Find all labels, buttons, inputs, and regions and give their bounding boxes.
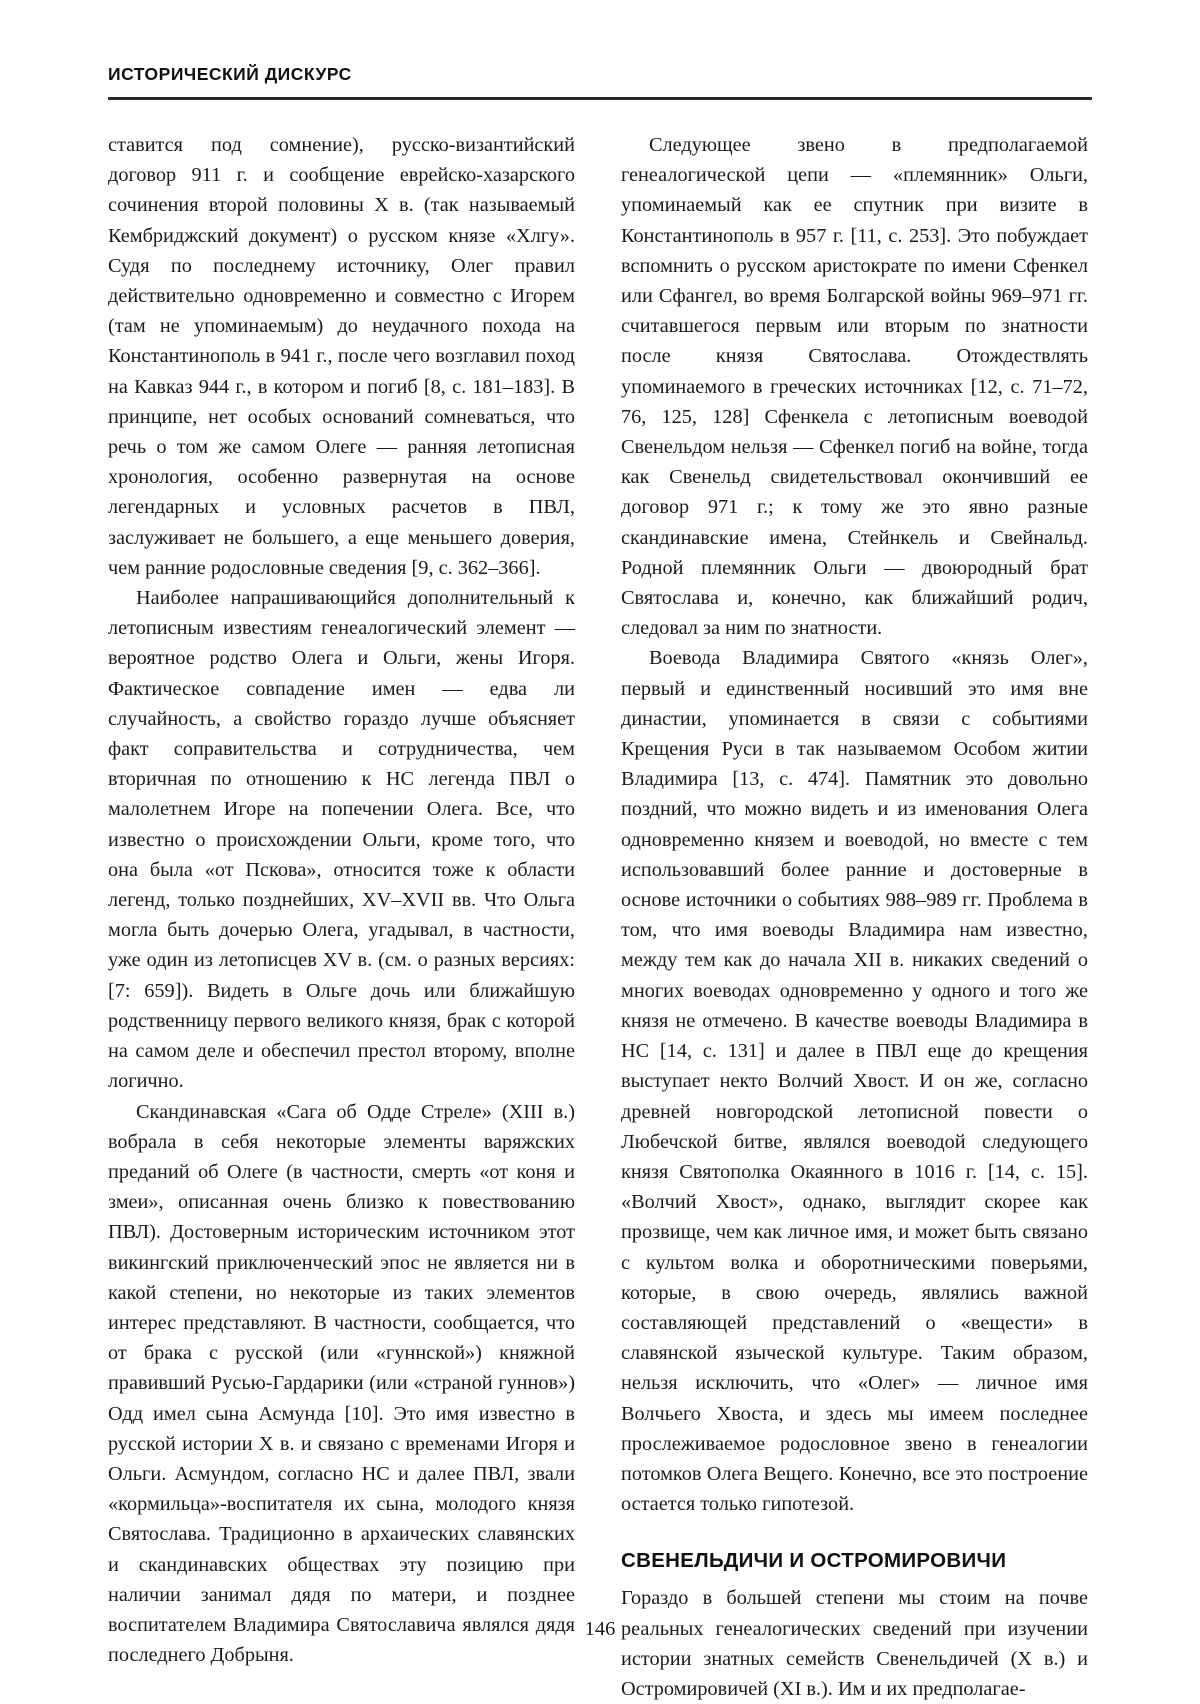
header-rule [108, 97, 1092, 100]
paragraph: ставится под сомнение), русско-византийский договор 911 г. и сообщение еврейско-хазарского сочинения второй половины X в. (так называемый Кембриджский документ) о русском князе «Хлгу». Судя по последнему источнику, Олег правил действительно одновременно и совместно с Игорем (там не упоминаемым) до неудачного похода на Константинополь в 941 г., после чего возглавил поход на Кавказ 944 г., в котором и погиб [8, с. 181–183]. В принципе, нет особых оснований сомневаться, что речь о том же самом Олеге — ранняя летописная хронология, особенно развернутая на основе легендарных и условных расчетов в ПВЛ, заслуживает не большего, а еще меньшего доверия, чем ранние родословные сведения [9, с. 362–366]. [108, 134, 575, 579]
paragraph: Следующее звено в предполагаемой генеалогической цепи — «племянник» Ольги, упоминаемый как ее спутник при визите в Константинополь в 957 г. [11, с. 253]. Это побуждает вспомнить о русском аристократе по имени Сфенкел или Сфангел, во время Болгарской войны 969–971 гг. считавшегося первым или вторым по знатности после князя Святослава. Отождествлять упоминаемого в греческих источниках [12, с. 71–72, 76, 125, 128] Сфенкела с летописным воеводой Свенельдом нельзя — Сфенкел погиб на войне, тогда как Свенельд свидетельствовал окончивший ее договор 971 г.; к тому же это явно разные скандинавские имена, Стейнкель и Свейнальд. Родной племянник Ольги — двоюродный брат Святослава и, конечно, как ближайший родич, следовал за ним по знатности. [621, 134, 1088, 640]
page-number: 146 [584, 1618, 616, 1640]
paragraph: Наиболее напрашивающийся дополнительный к летописным известиям генеалогический элемент — вероятное родство Олега и Ольги, жены Игоря. Фактическое совпадение имен — едва ли случайность, а свойство гораздо лучше объясняет факт соправительства и сотрудничества, чем вторичная по отношению к НС легенда ПВЛ о малолетнем Игоре на попечении Олега. Все, что известно о происхождении Ольги, кроме того, что она была «от Пскова», относится тоже к области легенд, только позднейших, XV–XVII вв. Что Ольга могла быть дочерью Олега, угадывал, в частности, уже один из летописцев XV в. (см. о разных версиях: [7: 659]). Видеть в Ольге дочь или ближайшую родственницу первого великого князя, брак с которой на самом деле и обеспечил престол второму, вполне логично. [108, 587, 575, 1093]
running-head: ИСТОРИЧЕСКИЙ ДИСКУРС [108, 64, 352, 84]
left-column [108, 130, 575, 1670]
paragraph: Гораздо в большей степени мы стоим на почве реальных генеалогических сведений при изучении истории знатных семейств Свенельдичей (X в.) и Остромировичей (XI в.). Им и их предполагае- [621, 1587, 1088, 1700]
right-column [621, 130, 1088, 1704]
paragraph: Воевода Владимира Святого «князь Олег», первый и единственный носивший это имя вне династии, упоминается в связи с событиями Крещения Руси в так называемом Особом житии Владимира [13, с. 474]. Памятник это довольно поздний, что можно видеть и из именования Олега одновременно князем и воеводой, но вместе с тем использовавший более ранние и достоверные в основе источники о событиях 988–989 гг. Проблема в том, что имя воеводы Владимира нам известно, между тем как до начала XII в. никаких сведений о многих воеводах одновременно у одного и того же князя не отмечено. В качестве воеводы Владимира в НС [14, с. 131] и далее в ПВЛ еще до крещения выступает некто Волчий Хвост. И он же, согласно древней новгородской летописной повести о Любечской битве, являлся воеводой следующего князя Святополка Окаянного в 1016 г. [14, с. 15]. «Волчий Хвост», однако, выглядит скорее как прозвище, чем как личное имя, и может быть связано с культом волка и оборотническими поверьями, которые, в свою очередь, являлись важной составляющей представлений о «вещести» в славянской языческой культуре. Таким образом, нельзя исключить, что «Олег» — личное имя Волчьего Хвоста, и здесь мы имеем последнее прослеживаемое родословное звено в генеалогии потомков Олега Вещего. Конечно, все это построение остается только гипотезой. [621, 647, 1088, 1516]
paragraph: Скандинавская «Сага об Одде Стреле» (XIII в.) вобрала в себя некоторые элементы варяжских преданий об Олеге (в частности, смерть «от коня и змеи», описанная очень близко к повествованию ПВЛ). Достоверным историческим источником этот викингский приключенческий эпос не является ни в какой степени, но некоторые из таких элементов интерес представляют. В частности, сообщается, что от брака с русской (или «гуннской») княжной правивший Русью-Гардарики (или «страной гуннов») Одд имел сына Асмунда [10]. Это имя известно в русской истории X в. и связано с временами Игоря и Ольги. Асмундом, согласно НС и далее ПВЛ, звали «кормильца»-воспитателя их сына, молодого князя Святослава. Традиционно в архаических славянских и скандинавских обществах эту позицию при наличии занимал дядя по матери, и позднее воспитателем Владимира Святославича являлся дядя последнего Добрыня. [108, 1100, 575, 1667]
two-column-body [108, 130, 1092, 1704]
section-heading: СВЕНЕЛЬДИЧИ И ОСТРОМИРОВИЧИ [621, 1549, 1007, 1573]
